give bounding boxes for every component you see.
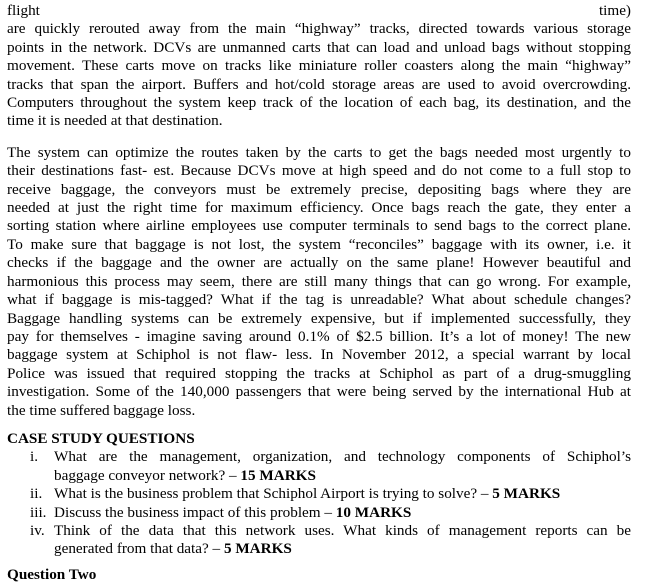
text-line: sorting station where airline employees use computer terminals to send bags to the correct plane. — [7, 217, 631, 235]
question-line: Think of the data that this network uses. What kinds of management reports can be — [54, 521, 631, 539]
question-line-final — [54, 485, 631, 503]
question-item — [7, 448, 631, 485]
question-item — [7, 485, 631, 503]
text-line: Computers throughout the system keep track of the location of each bag, its destination, and the — [7, 94, 631, 112]
marks-label: 5 MARKS — [223, 540, 292, 558]
question-text — [54, 522, 631, 559]
text-line: needed at just the right time for maximum efficiency. Once bags reach the gate, they enter a — [7, 199, 631, 217]
question-number-text: iii. — [30, 503, 47, 521]
question-number-text: i. — [30, 448, 39, 466]
question-number — [7, 448, 54, 485]
text-line: the time suffered baggage loss. — [7, 401, 196, 419]
text-line: checks if the baggage and the owner are actually on the same plane! However beautiful and — [7, 254, 631, 272]
marks-label: 5 MARKS — [492, 485, 561, 503]
question-number-text: ii. — [30, 485, 43, 503]
text-line: To make sure that baggage is not lost, the system “reconciles” baggage with its owner, i.e. it — [7, 235, 631, 253]
question-line-text: Discuss the business impact of this problem – — [54, 503, 336, 521]
text-line: Police was issued that required stopping the tracks at Schiphol as part of a drug-smuggling — [7, 364, 631, 382]
question-line-final — [54, 504, 631, 522]
question-line-text: generated from that data? – — [54, 540, 224, 558]
question-number — [7, 522, 54, 559]
text-line: movement. These carts move on tracks like miniature roller coasters along the main “highway” — [7, 57, 631, 75]
case-study-heading: CASE STUDY QUESTIONS — [7, 429, 195, 447]
text-line: receive baggage, the conveyors must be extremely precise, depositing bags where they are — [7, 180, 631, 198]
text-line: investigation. Some of the 140,000 passengers that were being served by the international Hub at — [7, 383, 631, 401]
text-line: their destinations fast- est. Because DCVs move at high speed and do not come to a full stop to — [7, 162, 631, 180]
question-text — [54, 485, 631, 503]
text-line: pay for themselves - imagine saving around 0.1% of $2.5 billion. It’s a lot of money! The new — [7, 327, 631, 345]
text-line: harmonious this process may seem, there are still many things that can go wrong. For example, — [7, 272, 631, 290]
continuation-left-text: flight — [7, 2, 40, 19]
question-line-final — [54, 540, 631, 558]
text-line: tracks that span the airport. Buffers and hot/cold storage areas are used to avoid overcrowding. — [7, 75, 631, 93]
question-line-text: baggage conveyor network? – — [54, 466, 241, 484]
question-number — [7, 504, 54, 522]
text-line: time it is needed at that destination. — [7, 112, 223, 130]
question-text — [54, 448, 631, 485]
next-section-heading-cut-off: Question Two — [7, 566, 97, 583]
text-line: points in the network. DCVs are unmanned carts that can load and unload bags without stopping — [7, 38, 631, 56]
marks-label: 15 MARKS — [240, 466, 316, 484]
paragraph-gap — [7, 131, 631, 144]
question-number — [7, 485, 54, 503]
paragraph-baggage-routing — [7, 20, 631, 130]
text-line: baggage system at Schiphol is not flaw- less. In November 2012, a special warrant by local — [7, 346, 631, 364]
marks-label: 10 MARKS — [335, 503, 412, 521]
text-line: The system can optimize the routes taken by the carts to get the bags needed most urgently to — [7, 143, 631, 161]
question-item — [7, 504, 631, 522]
question-line-final — [54, 467, 631, 485]
continuation-row — [7, 2, 631, 20]
text-line: are quickly rerouted away from the main “highway” tracks, directed towards various storage — [7, 20, 631, 38]
text-line: Baggage handling systems can be extremely expensive, but if implemented successfully, they — [7, 309, 631, 327]
question-line-text: What is the business problem that Schiphol Airport is trying to solve? – — [54, 485, 493, 503]
question-item — [7, 522, 631, 559]
continuation-right-text: time) — [598, 2, 631, 19]
case-study-question-list — [7, 448, 631, 558]
paragraph-system-optimization — [7, 144, 631, 420]
question-line: What are the management, organization, and technology components of Schiphol’s — [54, 448, 631, 466]
text-line: what if baggage is mis-tagged? What if the tag is unreadable? What about schedule changes? — [7, 291, 631, 309]
document-page — [7, 0, 631, 583]
question-number-text: iv. — [30, 521, 45, 539]
question-text — [54, 504, 631, 522]
